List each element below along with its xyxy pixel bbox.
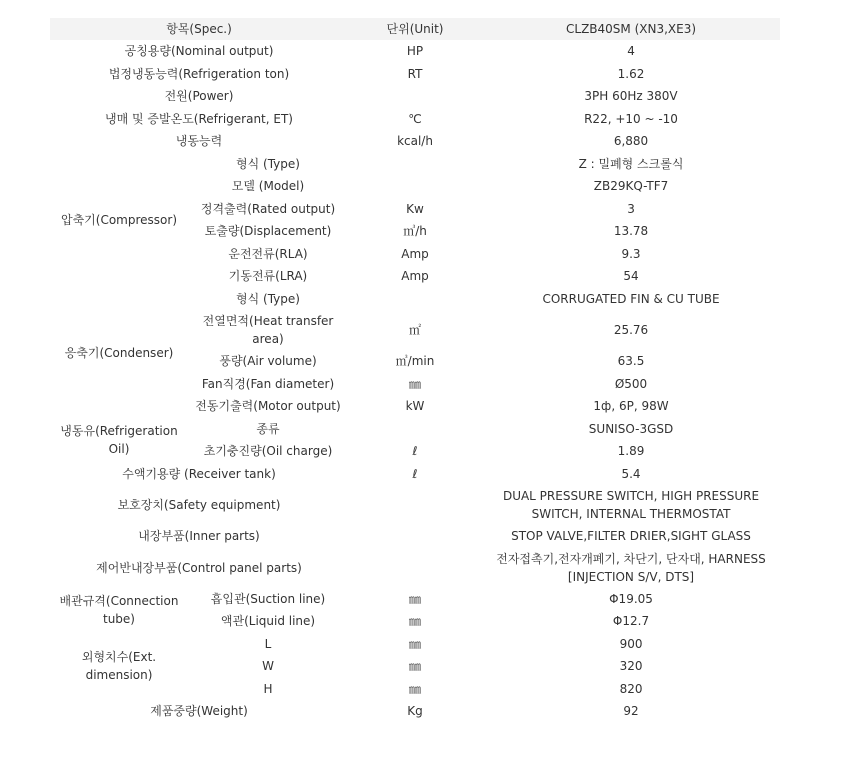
row-unit xyxy=(348,525,482,548)
row-value: CORRUGATED FIN & CU TUBE xyxy=(542,291,720,306)
row-label: 액관(Liquid line) xyxy=(220,614,316,629)
row-label: 제어반내장부품(Control panel parts) xyxy=(96,560,302,575)
row-label: 전열면적(Heat transfer area) xyxy=(202,314,334,346)
row-label: 종류 xyxy=(256,421,280,436)
row-unit: kW xyxy=(405,399,425,414)
table-row xyxy=(50,588,780,611)
row-value: Φ19.05 xyxy=(609,591,653,606)
table-row xyxy=(50,633,780,656)
row-label: 법정냉동능력(Refrigeration ton) xyxy=(108,66,290,81)
row-label: 형식 (Type) xyxy=(236,291,300,306)
row-unit: ㎜ xyxy=(409,614,422,629)
row-value: 25.76 xyxy=(613,323,649,337)
row-label: 풍량(Air volume) xyxy=(219,354,317,369)
row-value: 4 xyxy=(627,44,635,59)
row-unit: ㎜ xyxy=(409,376,422,391)
row-unit: Amp xyxy=(401,269,429,284)
table-row xyxy=(50,525,780,548)
row-unit xyxy=(348,418,482,441)
group-label-oil: 냉동유(Refrigeration Oil) xyxy=(60,424,178,456)
row-label: L xyxy=(264,636,272,651)
group-label-dimension: 외형치수(Ext. dimension) xyxy=(81,650,157,683)
header-model: CLZB40SM (XN3,XE3) xyxy=(482,18,780,40)
table-row xyxy=(50,700,780,723)
table-row xyxy=(50,153,780,176)
row-unit xyxy=(348,485,482,525)
row-label: 수액기용량 (Receiver tank) xyxy=(122,466,276,481)
row-value: 320 xyxy=(619,659,643,674)
row-unit: ㎜ xyxy=(409,681,422,696)
row-unit: Amp xyxy=(401,246,429,261)
row-value: 전자접촉기,전자개폐기, 차단기, 단자대, HARNESS [INJECTION S/V, DTS] xyxy=(496,551,766,584)
group-label-condenser: 응축기(Condenser) xyxy=(64,345,174,360)
row-value: 820 xyxy=(619,681,643,696)
table-row xyxy=(50,85,780,108)
row-label: 기동전류(LRA) xyxy=(228,269,308,284)
row-label: Fan직경(Fan diameter) xyxy=(201,376,335,391)
row-value: Ø500 xyxy=(614,376,648,391)
spec-table xyxy=(50,18,780,723)
header-unit: 단위(Unit) xyxy=(348,18,482,40)
row-value: 92 xyxy=(623,704,639,719)
table-row xyxy=(50,548,780,588)
table-row xyxy=(50,463,780,486)
row-value: R22, +10 ~ -10 xyxy=(584,111,678,126)
table-header-row xyxy=(50,18,780,40)
row-unit: ㎥/h xyxy=(403,224,427,239)
row-value: 9.3 xyxy=(621,246,641,261)
row-unit xyxy=(348,153,482,176)
row-value: DUAL PRESSURE SWITCH, HIGH PRESSURE SWITCH, INTERNAL THERMOSTAT xyxy=(502,489,760,521)
row-value: 900 xyxy=(619,636,643,651)
row-unit xyxy=(348,175,482,198)
row-value: ZB29KQ-TF7 xyxy=(593,179,669,194)
row-label: H xyxy=(263,681,273,696)
row-unit: ℓ xyxy=(412,444,418,459)
row-label: 전원(Power) xyxy=(164,89,234,104)
row-label: 초기충진량(Oil charge) xyxy=(203,444,333,459)
row-unit: RT xyxy=(407,66,423,81)
row-value: SUNISO-3GSD xyxy=(588,421,674,436)
row-value: 13.78 xyxy=(613,224,649,239)
row-label: W xyxy=(262,659,274,674)
row-value: 3 xyxy=(627,201,635,216)
table-row xyxy=(50,288,780,311)
row-unit: ㎥/min xyxy=(395,354,435,369)
row-label: 공칭용량(Nominal output) xyxy=(124,44,274,59)
row-label: 제품중량(Weight) xyxy=(150,704,248,719)
row-label: 운전전류(RLA) xyxy=(228,246,308,261)
header-item: 항목(Spec.) xyxy=(50,18,348,40)
table-row xyxy=(50,63,780,86)
row-label: 내장부품(Inner parts) xyxy=(138,529,260,544)
row-label: 냉동능력 xyxy=(175,134,223,149)
row-value: 1.62 xyxy=(617,66,645,81)
row-label: 보호장치(Safety equipment) xyxy=(117,498,281,512)
row-value: Φ12.7 xyxy=(612,614,650,629)
group-label-tube: 배관규격(Connection tube) xyxy=(59,594,179,626)
row-label: 형식 (Type) xyxy=(236,156,300,171)
row-unit: Kg xyxy=(407,704,423,719)
table-row xyxy=(50,130,780,153)
row-unit: ㎜ xyxy=(409,659,422,674)
table-row xyxy=(50,485,780,525)
row-value: 3PH 60Hz 380V xyxy=(584,89,678,104)
row-label: 모델 (Model) xyxy=(231,179,305,194)
row-unit: HP xyxy=(406,44,424,59)
group-label-compressor: 압축기(Compressor) xyxy=(61,213,177,227)
row-value: 54 xyxy=(623,269,639,284)
row-value: STOP VALVE,FILTER DRIER,SIGHT GLASS xyxy=(511,529,751,544)
row-label: 토출량(Displacement) xyxy=(204,224,332,239)
row-value: 63.5 xyxy=(617,354,645,369)
row-unit: Kw xyxy=(406,201,424,216)
row-unit: ㎡ xyxy=(409,323,422,337)
row-unit: ㎜ xyxy=(409,591,422,606)
row-unit: kcal/h xyxy=(397,134,433,149)
row-value: 6,880 xyxy=(613,134,649,149)
row-unit xyxy=(348,288,482,311)
row-label: 냉매 및 증발온도(Refrigerant, ET) xyxy=(105,111,293,126)
row-value: 1.89 xyxy=(617,444,645,459)
table-row xyxy=(50,40,780,63)
row-unit xyxy=(348,85,482,108)
row-label: 정격출력(Rated output) xyxy=(200,201,336,216)
row-unit: ㎜ xyxy=(409,636,422,651)
row-value: 1ф, 6P, 98W xyxy=(593,399,669,414)
table-row xyxy=(50,108,780,131)
row-value: Z : 밀폐형 스크롤식 xyxy=(578,156,684,171)
row-value: 5.4 xyxy=(621,466,641,481)
row-unit: ℓ xyxy=(412,466,418,481)
table-row xyxy=(50,418,780,441)
row-label: 흡입관(Suction line) xyxy=(210,591,326,606)
row-unit: ℃ xyxy=(408,111,422,126)
row-unit xyxy=(348,548,482,588)
row-label: 전동기출력(Motor output) xyxy=(195,399,341,414)
